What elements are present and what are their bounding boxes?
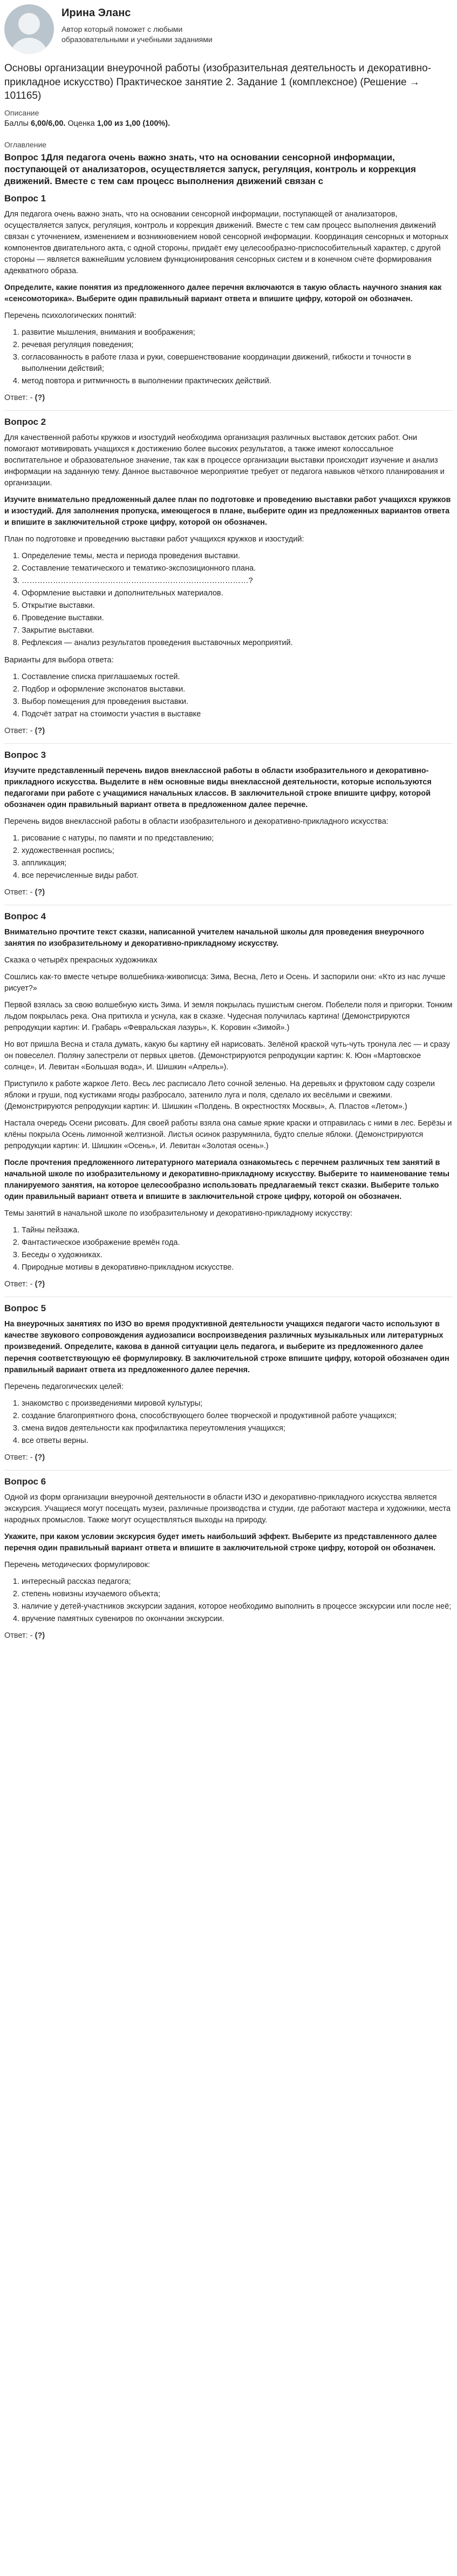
- list-item: 3. смена видов деятельности как профилактика переутомления учащихся;: [22, 1423, 453, 1434]
- list-item: 4. Природные мотивы в декоративно-прикладном искусстве.: [22, 1262, 453, 1273]
- list-label: Темы занятий в начальной школе по изобразительному и декоративно-прикладному искусству:: [4, 1209, 353, 1218]
- list-item: 3. согласованность в работе глаза и руки, совершенствование координации движений, гибкости и точности в выполнении действий;: [22, 352, 453, 375]
- question-title: Вопрос 6: [4, 1476, 46, 1487]
- question-5: [4, 1303, 453, 1470]
- answer-line: Ответ: - (?): [4, 394, 45, 403]
- list-item: 3. аппликация;: [22, 858, 453, 869]
- toc-label: Оглавление: [4, 140, 47, 150]
- question-mark-icon[interactable]: (?): [35, 1280, 45, 1289]
- options-list: [4, 1398, 453, 1447]
- list-item: 5. Открытие выставки.: [22, 600, 453, 612]
- answer-line: Ответ: - (?): [4, 1453, 45, 1462]
- options-list: [4, 833, 453, 882]
- question-title: Вопрос 3: [4, 749, 46, 760]
- list-item: 3. Беседы о художниках.: [22, 1250, 453, 1261]
- list-item: 4. все перечисленные виды работ.: [22, 870, 453, 882]
- list-item: 1. рисование с натуры, по памяти и по представлению;: [22, 833, 453, 844]
- grade-value: 1,00 из 1,00 (100%).: [97, 119, 170, 128]
- story-title: Сказка о четырёх прекрасных художниках: [4, 955, 158, 965]
- list-label: План по подготовке и проведению выставки работ учащихся кружков и изостудий:: [4, 535, 304, 544]
- list-item: 3. ……………………………………………………………………………?: [22, 575, 453, 587]
- list-label: Перечень методических формулировок:: [4, 1560, 151, 1569]
- list-label: Перечень психологических понятий:: [4, 311, 137, 321]
- question-mark-icon[interactable]: (?): [35, 1453, 45, 1462]
- story-paragraph: Приступило к работе жаркое Лето. Весь лес расписало Лето сочной зеленью. На деревьях и фруктовом саду созрели яблоки и груши, под кустиками ягоды разбросало, затенило луга и поля, сделало их весёлыми и свежими. (Демонстрируются репродукции картин: И. Шишкин «Полдень. В окрестностях Москвы», А. Пластов «Летом».): [4, 1080, 435, 1111]
- question-task-2: После прочтения предложенного литературного материала ознакомьтесь с перечнем различных тем занятий в начальной школе по изобразительному и декоративно-прикладному искусству. Выберите то наименование темы планируемого занятия, на которое целесообразно использовать предлагаемый текст сказки. Выберите только один правильный вариант ответа и впишите в заключительной строке цифру, которой он обозначен.: [4, 1158, 450, 1202]
- question-mark-icon[interactable]: (?): [35, 1631, 45, 1640]
- list-item: 7. Закрытие выставки.: [22, 625, 453, 636]
- author-info: [62, 4, 223, 54]
- list-item: 2. художественная роспись;: [22, 845, 453, 857]
- list-item: 4. Оформление выставки и дополнительных материалов.: [22, 588, 453, 599]
- list-item: 3. наличие у детей-участников экскурсии задания, которое необходимо выполнить в процессе экскурсии или после неё;: [22, 1601, 453, 1612]
- question-task: На внеурочных занятиях по ИЗО во время продуктивной деятельности учащихся педагоги часто используют в качестве звукового сопровождения аудиозаписи воспроизведения различных музыкальных или литературных произведений. Определите, какова в данной ситуации цель педагога, и выберите из предложенного далее перечня соответствующую её формулировку. В заключительной строке впишите цифру, которой обозначен один правильный вариант ответа из предложенного далее перечня.: [4, 1320, 449, 1374]
- question-title: Вопрос 2: [4, 417, 46, 428]
- divider: [4, 410, 453, 411]
- list-item: 4. Подсчёт затрат на стоимости участия в выставке: [22, 709, 453, 720]
- question-mark-icon[interactable]: (?): [35, 726, 45, 735]
- story-paragraph: Настала очередь Осени рисовать. Для своей работы взяла она самые яркие краски и отправилась с ними в лес. Берёзы и клёны покрыла Осень лимонной желтизной. Листья осинок разрумянила, будто спелые яблоки. (Демонстрируются репродукции картин: И. Шишкин «Осень», И. Левитан «Золотая осень».): [4, 1119, 452, 1151]
- question-6: [4, 1476, 453, 1642]
- options-label: Варианты для выбора ответа:: [4, 655, 114, 665]
- question-mark-icon[interactable]: (?): [35, 394, 45, 403]
- question-title: Вопрос 4: [4, 911, 46, 921]
- author-card: [4, 4, 453, 54]
- author-name[interactable]: Ирина Эланс: [62, 7, 131, 19]
- list-item: 2. степень новизны изучаемого объекта;: [22, 1589, 453, 1600]
- question-task: Внимательно прочтите текст сказки, написанной учителем начальной школы для проведения внеурочного занятия по изобразительному и декоративно-прикладному искусству.: [4, 927, 425, 948]
- options-list: [4, 672, 453, 720]
- divider: [4, 743, 453, 744]
- question-text: Для педагога очень важно знать, что на основании сенсорной информации, поступающей от анализаторов, осуществляется запуск, регуляция, контроль и коррекция движений. Вместе с тем сам процесс выполнения движений связан с уточнением, изменением и возникновением новой сенсорной информации. Координация сенсорных и моторных компонентов двигательного акта, с одной стороны, придаёт ему целесообразно-приспособительный характер, с другой стороны — является важнейшим условием функционирования сенсорных систем и в конечном счёте формирования адекватного образа.: [4, 209, 449, 275]
- question-title: Вопрос 1: [4, 193, 46, 204]
- question-task: Изучите представленный перечень видов внеклассной работы в области изобразительного и декоративно-прикладного искусства. Выделите в нём основные виды внеклассной деятельности, которые используются педагогами при работе с учащимися начальных классов. В заключительной строке впишите цифру, которой обозначен один правильный вариант ответа в предложенном далее перечне.: [4, 766, 432, 809]
- options-list: [4, 1225, 453, 1273]
- question-text: Для качественной работы кружков и изостудий необходима организация различных выставок детских работ. Они помогают мотивировать учащихся к достижению более высоких результатов, а также имеют колоссальное воспитательное и образовательное значение, так как в процессе организации выставки происходит изучение и анализ информации на заданную тему. Данное выставочное мероприятие требует от педагога навыков чёткого планирования и организации.: [4, 433, 445, 488]
- list-label: Перечень видов внеклассной работы в области изобразительного и декоративно-прикладного искусства:: [4, 817, 388, 826]
- story-paragraph: Первой взялась за свою волшебную кисть Зима. И земля покрылась пушистым снегом. Побелели поля и пригорки. Тонким льдом покрылась река. Она притихла и уснула, как в сказке. Чудесная получилась картина! (Демонстрируются репродукции картин: И. Грабарь «Февральская лазурь», К. Коровин «Зимой».): [4, 1001, 453, 1033]
- question-task: Определите, какие понятия из предложенного далее перечня включаются в такую область научного знания как «сенсомоторика». Выберите один правильный вариант ответа и впишите цифру, которой он обозначен.: [4, 283, 442, 304]
- list-item: 3. Выбор помещения для проведения выставки.: [22, 696, 453, 708]
- list-item: 2. Подбор и оформление экспонатов выставки.: [22, 684, 453, 695]
- list-item: 2. Фантастическое изображение времён года.: [22, 1237, 453, 1249]
- question-1: [4, 193, 453, 411]
- question-3: [4, 749, 453, 905]
- question-task: Укажите, при каком условии экскурсия будет иметь наибольший эффект. Выберите из представленного далее перечня один правильный вариант ответа и впишите в заключительной строке цифру, которой он обозначен.: [4, 1532, 437, 1553]
- list-item: 4. вручение памятных сувениров по окончании экскурсии.: [22, 1614, 453, 1625]
- question-task: Изучите внимательно предложенный далее план по подготовке и проведению выставки работ учащихся кружков и изостудий. Для заполнения пропуска, имеющегося в плане, выберите один из предложенных вариантов ответа и впишите в заключительной строке цифру, которой он обозначен.: [4, 496, 451, 527]
- avatar[interactable]: [4, 4, 54, 54]
- list-item: 2. Составление тематического и тематико-экспозиционного плана.: [22, 563, 453, 574]
- question-2: [4, 416, 453, 743]
- list-item: 2. речевая регуляция поведения;: [22, 340, 453, 351]
- plan-list: [4, 551, 453, 649]
- answer-line: Ответ: - (?): [4, 726, 45, 735]
- list-item: 2. создание благоприятного фона, способствующего более творческой и продуктивной работе учащихся;: [22, 1411, 453, 1422]
- score-line: Баллы 6,00/6,00. Оценка 1,00 из 1,00 (100%).: [4, 119, 170, 128]
- list-item: 1. интересный рассказ педагога;: [22, 1576, 453, 1588]
- list-item: 6. Проведение выставки.: [22, 613, 453, 624]
- options-list: [4, 1576, 453, 1625]
- story-paragraph: Сошлись как-то вместе четыре волшебника-живописца: Зима, Весна, Лето и Осень. И заспорили они: «Кто из нас лучше рисует?»: [4, 972, 446, 993]
- list-label: Перечень педагогических целей:: [4, 1382, 124, 1391]
- list-item: 4. все ответы верны.: [22, 1435, 453, 1447]
- author-description: Автор который поможет с любыми образовательными и учебными заданиями: [62, 25, 213, 44]
- question-text: Одной из форм организации внеурочной деятельности в области ИЗО и декоративно-прикладного искусства является экскурсия. Учащиеся могут посещать музеи, различные производства и студии, где работают мастера и художники, места народных промыслов. Также могут осуществляться выходы на природу.: [4, 1493, 451, 1524]
- score-value: 6,00/6,00.: [30, 119, 66, 128]
- description-label: Описание: [4, 108, 39, 117]
- list-item: 8. Рефлексия — анализ результатов проведения выставочных мероприятий.: [22, 638, 453, 649]
- answer-line: Ответ: - (?): [4, 1631, 45, 1640]
- lead-question-title[interactable]: Вопрос 1Для педагога очень важно знать, что на основании сенсорной информации, поступающей от анализаторов, осуществляется запуск, регуляция, контроль и коррекция движений. Вместе с тем сам процесс выполнения движений связан с: [4, 152, 416, 186]
- list-item: 1. развитие мышления, внимания и воображения;: [22, 327, 453, 338]
- question-mark-icon[interactable]: (?): [35, 887, 45, 897]
- list-item: 1. Составление списка приглашаемых гостей.: [22, 672, 453, 683]
- story-paragraph: Но вот пришла Весна и стала думать, какую бы картину ей нарисовать. Зелёной краской чуть-чуть тронула лес — и сразу он повеселел. Поляну запестрели от первых цветов. (Демонстрируются репродукции картин: К. Юон «Мартовское солнце», И. Левитан «Большая вода», И. Шишкин «Апрель»).: [4, 1040, 450, 1072]
- list-item: 1. Определение темы, места и периода проведения выставки.: [22, 551, 453, 562]
- question-4: [4, 911, 453, 1298]
- options-list: [4, 327, 453, 387]
- list-item: 1. знакомство с произведениями мировой культуры;: [22, 1398, 453, 1409]
- answer-line: Ответ: - (?): [4, 1280, 45, 1289]
- question-title: Вопрос 5: [4, 1303, 46, 1314]
- list-item: 4. метод повтора и ритмичность в выполнении практических действий.: [22, 376, 453, 387]
- list-item: 1. Тайны пейзажа.: [22, 1225, 453, 1236]
- page-title: Основы организации внеурочной работы (изобразительная деятельность и декоративно-прикладное искусство) Практическое занятие 2. Задание 1 (комплексное) (Решение → 101165): [4, 63, 432, 102]
- answer-line: Ответ: - (?): [4, 887, 45, 897]
